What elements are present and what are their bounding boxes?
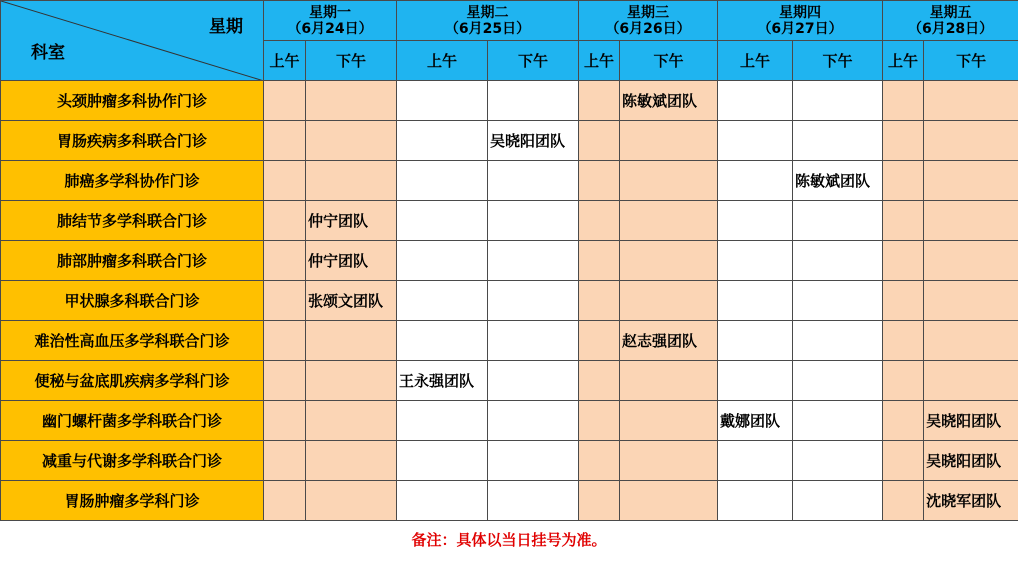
schedule-cell <box>620 441 718 481</box>
schedule-cell <box>793 241 883 281</box>
schedule-cell <box>718 281 793 321</box>
am-header: 上午 <box>883 41 924 81</box>
schedule-cell <box>397 481 488 521</box>
schedule-cell <box>306 121 397 161</box>
schedule-cell <box>718 161 793 201</box>
schedule-cell <box>264 361 306 401</box>
day-date: （6月27日） <box>757 20 843 37</box>
team-label: 陈敏斌团队 <box>622 92 698 110</box>
schedule-cell <box>718 481 793 521</box>
team-label: 赵志强团队 <box>622 332 698 350</box>
dept-name: 肺部肿瘤多科联合门诊 <box>1 241 264 281</box>
schedule-cell <box>488 281 579 321</box>
schedule-cell <box>264 201 306 241</box>
day-name: 星期二 <box>466 4 509 21</box>
team-label: 戴娜团队 <box>720 412 781 430</box>
schedule-cell <box>883 241 924 281</box>
schedule-cell <box>264 281 306 321</box>
day-date: （6月26日） <box>605 20 691 37</box>
team-label: 吴晓阳团队 <box>926 412 1002 430</box>
schedule-cell <box>397 361 488 401</box>
team-label: 沈晓军团队 <box>926 492 1002 510</box>
schedule-cell <box>793 441 883 481</box>
schedule-cell <box>306 401 397 441</box>
day-name: 星期五 <box>929 4 972 21</box>
schedule-cell <box>397 281 488 321</box>
schedule-cell <box>579 241 620 281</box>
schedule-cell <box>488 161 579 201</box>
pm-header: 下午 <box>793 41 883 81</box>
schedule-cell <box>924 481 1018 521</box>
week-header-label: 星期 <box>209 17 243 37</box>
schedule-cell <box>579 281 620 321</box>
schedule-cell <box>718 81 793 121</box>
table-row <box>1 81 1018 121</box>
schedule-cell <box>488 321 579 361</box>
table-row <box>1 121 1018 161</box>
day-name: 星期三 <box>627 4 670 21</box>
schedule-cell <box>924 121 1018 161</box>
schedule-cell <box>488 201 579 241</box>
table-row <box>1 241 1018 281</box>
schedule-cell <box>488 121 579 161</box>
dept-name: 甲状腺多科联合门诊 <box>1 281 264 321</box>
dept-name: 头颈肿瘤多科协作门诊 <box>1 81 264 121</box>
am-header: 上午 <box>579 41 620 81</box>
team-label: 陈敏斌团队 <box>795 172 871 190</box>
schedule-cell <box>883 321 924 361</box>
schedule-cell <box>883 481 924 521</box>
schedule-cell <box>620 401 718 441</box>
am-header: 上午 <box>264 41 306 81</box>
schedule-cell <box>264 401 306 441</box>
dept-name: 肺癌多学科协作门诊 <box>1 161 264 201</box>
header-corner <box>1 1 264 81</box>
schedule-cell <box>397 241 488 281</box>
pm-header: 下午 <box>306 41 397 81</box>
schedule-cell <box>718 321 793 361</box>
table-row <box>1 441 1018 481</box>
dept-name: 幽门螺杆菌多学科联合门诊 <box>1 401 264 441</box>
table-row <box>1 401 1018 441</box>
day-date: （6月24日） <box>287 20 373 37</box>
schedule-cell <box>718 241 793 281</box>
table-row <box>1 481 1018 521</box>
schedule-cell <box>718 441 793 481</box>
team-label: 仲宁团队 <box>308 212 369 230</box>
schedule-cell <box>579 121 620 161</box>
schedule-cell <box>924 281 1018 321</box>
schedule-cell <box>793 81 883 121</box>
dept-name: 胃肠肿瘤多学科门诊 <box>1 481 264 521</box>
schedule-cell <box>397 161 488 201</box>
dept-header-label: 科室 <box>31 43 65 63</box>
schedule-cell <box>264 81 306 121</box>
schedule-cell <box>397 121 488 161</box>
schedule-cell <box>883 441 924 481</box>
schedule-cell <box>883 401 924 441</box>
table-row <box>1 161 1018 201</box>
schedule-cell <box>306 481 397 521</box>
schedule-cell <box>718 401 793 441</box>
am-header: 上午 <box>397 41 488 81</box>
schedule-cell <box>488 81 579 121</box>
schedule-cell <box>620 121 718 161</box>
schedule-cell <box>793 401 883 441</box>
am-header: 上午 <box>718 41 793 81</box>
schedule-cell <box>620 161 718 201</box>
schedule-cell <box>264 481 306 521</box>
schedule-cell <box>718 121 793 161</box>
pm-header: 下午 <box>488 41 579 81</box>
day-header-fri <box>883 1 1018 41</box>
dept-name: 难治性高血压多学科联合门诊 <box>1 321 264 361</box>
schedule-cell <box>924 401 1018 441</box>
table-row <box>1 361 1018 401</box>
schedule-cell <box>924 161 1018 201</box>
schedule-cell <box>718 361 793 401</box>
dept-name: 肺结节多学科联合门诊 <box>1 201 264 241</box>
schedule-cell <box>264 321 306 361</box>
schedule-cell <box>306 321 397 361</box>
schedule-cell <box>488 441 579 481</box>
table-row <box>1 281 1018 321</box>
schedule-cell <box>924 201 1018 241</box>
schedule-cell <box>579 201 620 241</box>
schedule-cell <box>924 441 1018 481</box>
team-label: 吴晓阳团队 <box>490 132 566 150</box>
schedule-cell <box>579 441 620 481</box>
schedule-cell <box>579 81 620 121</box>
schedule-cell <box>397 441 488 481</box>
schedule-cell <box>883 121 924 161</box>
schedule-cell <box>620 481 718 521</box>
schedule-cell <box>397 81 488 121</box>
schedule-cell <box>620 321 718 361</box>
day-header-mon <box>264 1 397 41</box>
schedule-cell <box>883 281 924 321</box>
day-name: 星期四 <box>779 4 822 21</box>
schedule-cell <box>924 361 1018 401</box>
schedule-cell <box>306 441 397 481</box>
schedule-cell <box>620 81 718 121</box>
table-row <box>1 201 1018 241</box>
schedule-cell <box>620 241 718 281</box>
schedule-cell <box>793 361 883 401</box>
schedule-cell <box>306 281 397 321</box>
pm-header: 下午 <box>620 41 718 81</box>
schedule-cell <box>883 361 924 401</box>
day-date: （6月28日） <box>907 20 994 37</box>
schedule-cell <box>488 361 579 401</box>
schedule-cell <box>924 81 1018 121</box>
schedule-cell <box>793 201 883 241</box>
schedule-cell <box>620 281 718 321</box>
schedule-cell <box>264 121 306 161</box>
pm-header: 下午 <box>924 41 1018 81</box>
schedule-cell <box>579 321 620 361</box>
schedule-cell <box>793 321 883 361</box>
schedule-cell <box>793 121 883 161</box>
table-row <box>1 321 1018 361</box>
schedule-cell <box>306 361 397 401</box>
schedule-cell <box>488 401 579 441</box>
schedule-cell <box>306 81 397 121</box>
schedule-cell <box>579 481 620 521</box>
schedule-cell <box>264 161 306 201</box>
dept-name: 胃肠疾病多科联合门诊 <box>1 121 264 161</box>
schedule-cell <box>793 481 883 521</box>
schedule-cell <box>488 241 579 281</box>
schedule-cell <box>924 241 1018 281</box>
schedule-cell <box>306 201 397 241</box>
schedule-cell <box>620 361 718 401</box>
schedule-cell <box>264 241 306 281</box>
day-name: 星期一 <box>309 4 351 21</box>
dept-name: 便秘与盆底肌疾病多学科门诊 <box>1 361 264 401</box>
schedule-cell <box>306 161 397 201</box>
schedule-cell <box>306 241 397 281</box>
day-date: （6月25日） <box>444 20 531 37</box>
day-header-wed <box>579 1 718 41</box>
day-header-thu <box>718 1 883 41</box>
footnote: 备注：具体以当日挂号为准。 <box>411 531 607 549</box>
schedule-cell <box>793 161 883 201</box>
schedule-cell <box>793 281 883 321</box>
schedule-cell <box>397 321 488 361</box>
schedule-cell <box>488 481 579 521</box>
team-label: 吴晓阳团队 <box>926 452 1002 470</box>
schedule-cell <box>579 401 620 441</box>
schedule-cell <box>883 161 924 201</box>
schedule-cell <box>620 201 718 241</box>
schedule-cell <box>264 441 306 481</box>
schedule-cell <box>883 201 924 241</box>
day-header-tue <box>397 1 579 41</box>
schedule-cell <box>883 81 924 121</box>
dept-name: 减重与代谢多学科联合门诊 <box>1 441 264 481</box>
schedule-cell <box>579 361 620 401</box>
team-label: 仲宁团队 <box>308 252 369 270</box>
team-label: 王永强团队 <box>399 372 475 390</box>
schedule-cell <box>579 161 620 201</box>
team-label: 张颂文团队 <box>308 292 384 310</box>
schedule-cell <box>397 401 488 441</box>
schedule-cell <box>924 321 1018 361</box>
schedule-cell <box>718 201 793 241</box>
schedule-cell <box>397 201 488 241</box>
